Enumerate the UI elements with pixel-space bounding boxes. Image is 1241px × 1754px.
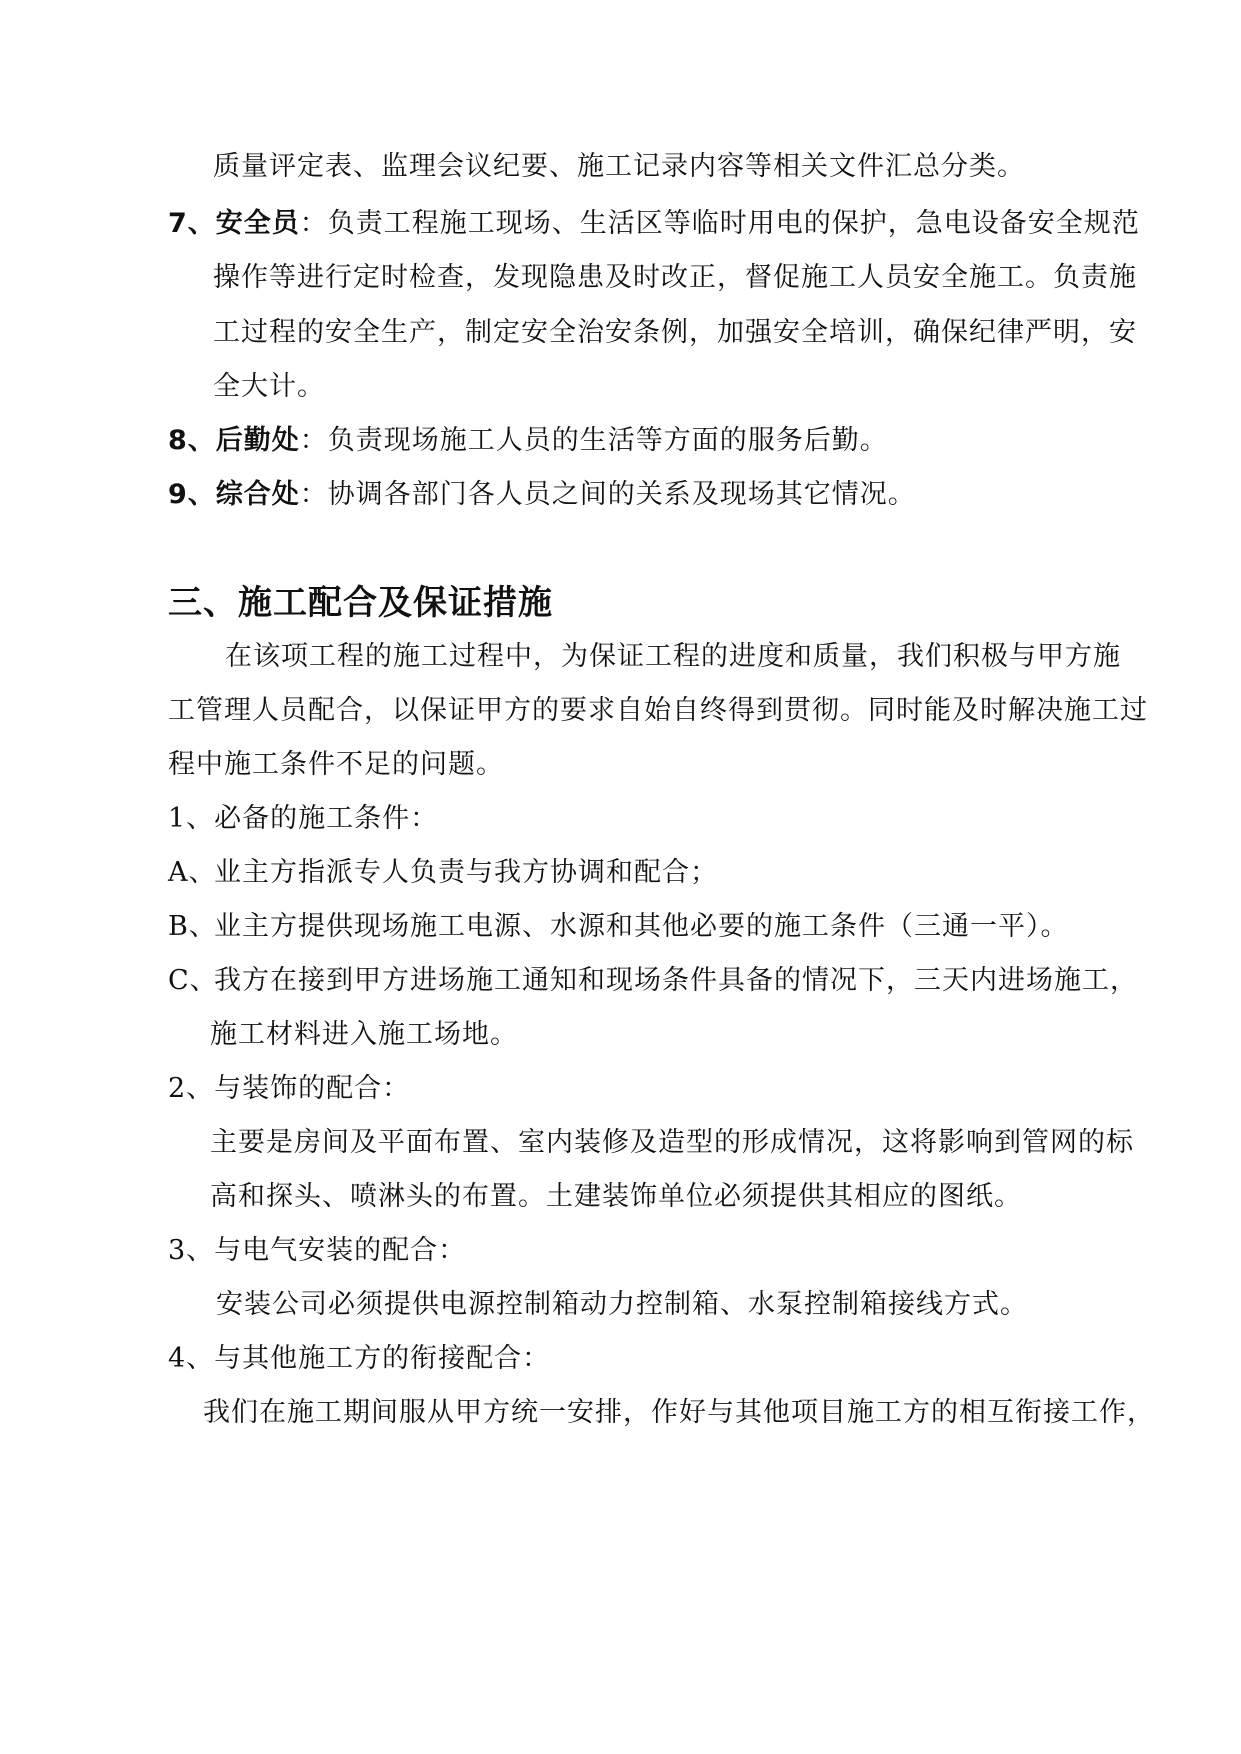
item-number: 7、 (168, 208, 216, 239)
subsection-heading: 4、与其他施工方的衔接配合： (168, 1343, 551, 1374)
item-text: ：负责现场施工人员的生活等方面的服务后勤。 (299, 425, 888, 456)
text-line: 质量评定表、监理会议纪要、施工记录内容等相关文件汇总分类。 (213, 151, 1025, 182)
item-title: 安全员 (215, 208, 300, 239)
item-number: 9、 (168, 479, 216, 510)
item-marker: B、 (168, 911, 217, 942)
item-number: 8、 (168, 425, 216, 456)
item-text: ：负责工程施工现场、生活区等临时用电的保护，急电设备安全规范 (299, 208, 1140, 239)
text-line: 主要是房间及平面布置、室内装修及造型的形成情况，这将影响到管网的标 (210, 1127, 1134, 1158)
list-item-8 (168, 424, 888, 458)
item-marker: A、 (168, 857, 217, 888)
item-text: 业主方提供现场施工电源、水源和其他必要的施工条件（三通一平）。 (214, 911, 1069, 942)
text-line: 在该项工程的施工过程中，为保证工程的进度和质量，我们积极与甲方施 (225, 641, 1121, 672)
text-line: 工管理人员配合，以保证甲方的要求自始自终得到贯彻。同时能及时解决施工过 (168, 695, 1148, 726)
subsection-heading: 3、与电气安装的配合： (168, 1235, 467, 1266)
subsection-heading: 2、与装饰的配合： (168, 1073, 411, 1104)
section-heading: 三、施工配合及保证措施 (168, 583, 553, 623)
list-item-c (168, 964, 1138, 998)
item-title: 综合处 (215, 479, 300, 510)
text-line: 我们在施工期间服从甲方统一安排，作好与其他项目施工方的相互衔接工作， (203, 1397, 1155, 1428)
text-line: 工过程的安全生产，制定安全治安条例，加强安全培训，确保纪律严明，安 (213, 317, 1137, 348)
item-title: 后勤处 (215, 425, 300, 456)
list-item-7 (168, 207, 1140, 241)
item-text: 业主方指派专人负责与我方协调和配合； (214, 857, 718, 888)
text-line: 操作等进行定时检查，发现隐患及时改正，督促施工人员安全施工。负责施 (213, 262, 1137, 293)
text-line: 安装公司必须提供电源控制箱动力控制箱、水泵控制箱接线方式。 (216, 1289, 1028, 1320)
subsection-heading: 1、必备的施工条件： (168, 803, 439, 834)
text-line: 全大计。 (213, 371, 325, 402)
text-line: 高和探头、喷淋头的布置。土建装饰单位必须提供其相应的图纸。 (210, 1181, 1022, 1212)
list-item-a (168, 856, 718, 890)
text-line: 施工材料进入施工场地。 (210, 1019, 518, 1050)
list-item-b (168, 910, 1069, 944)
item-text: ：协调各部门各人员之间的关系及现场其它情况。 (299, 479, 916, 510)
list-item-9 (168, 478, 916, 512)
text-line: 程中施工条件不足的问题。 (168, 749, 504, 780)
item-text: 我方在接到甲方进场施工通知和现场条件具备的情况下，三天内进场施工， (214, 965, 1138, 996)
item-marker: C、 (168, 965, 218, 996)
